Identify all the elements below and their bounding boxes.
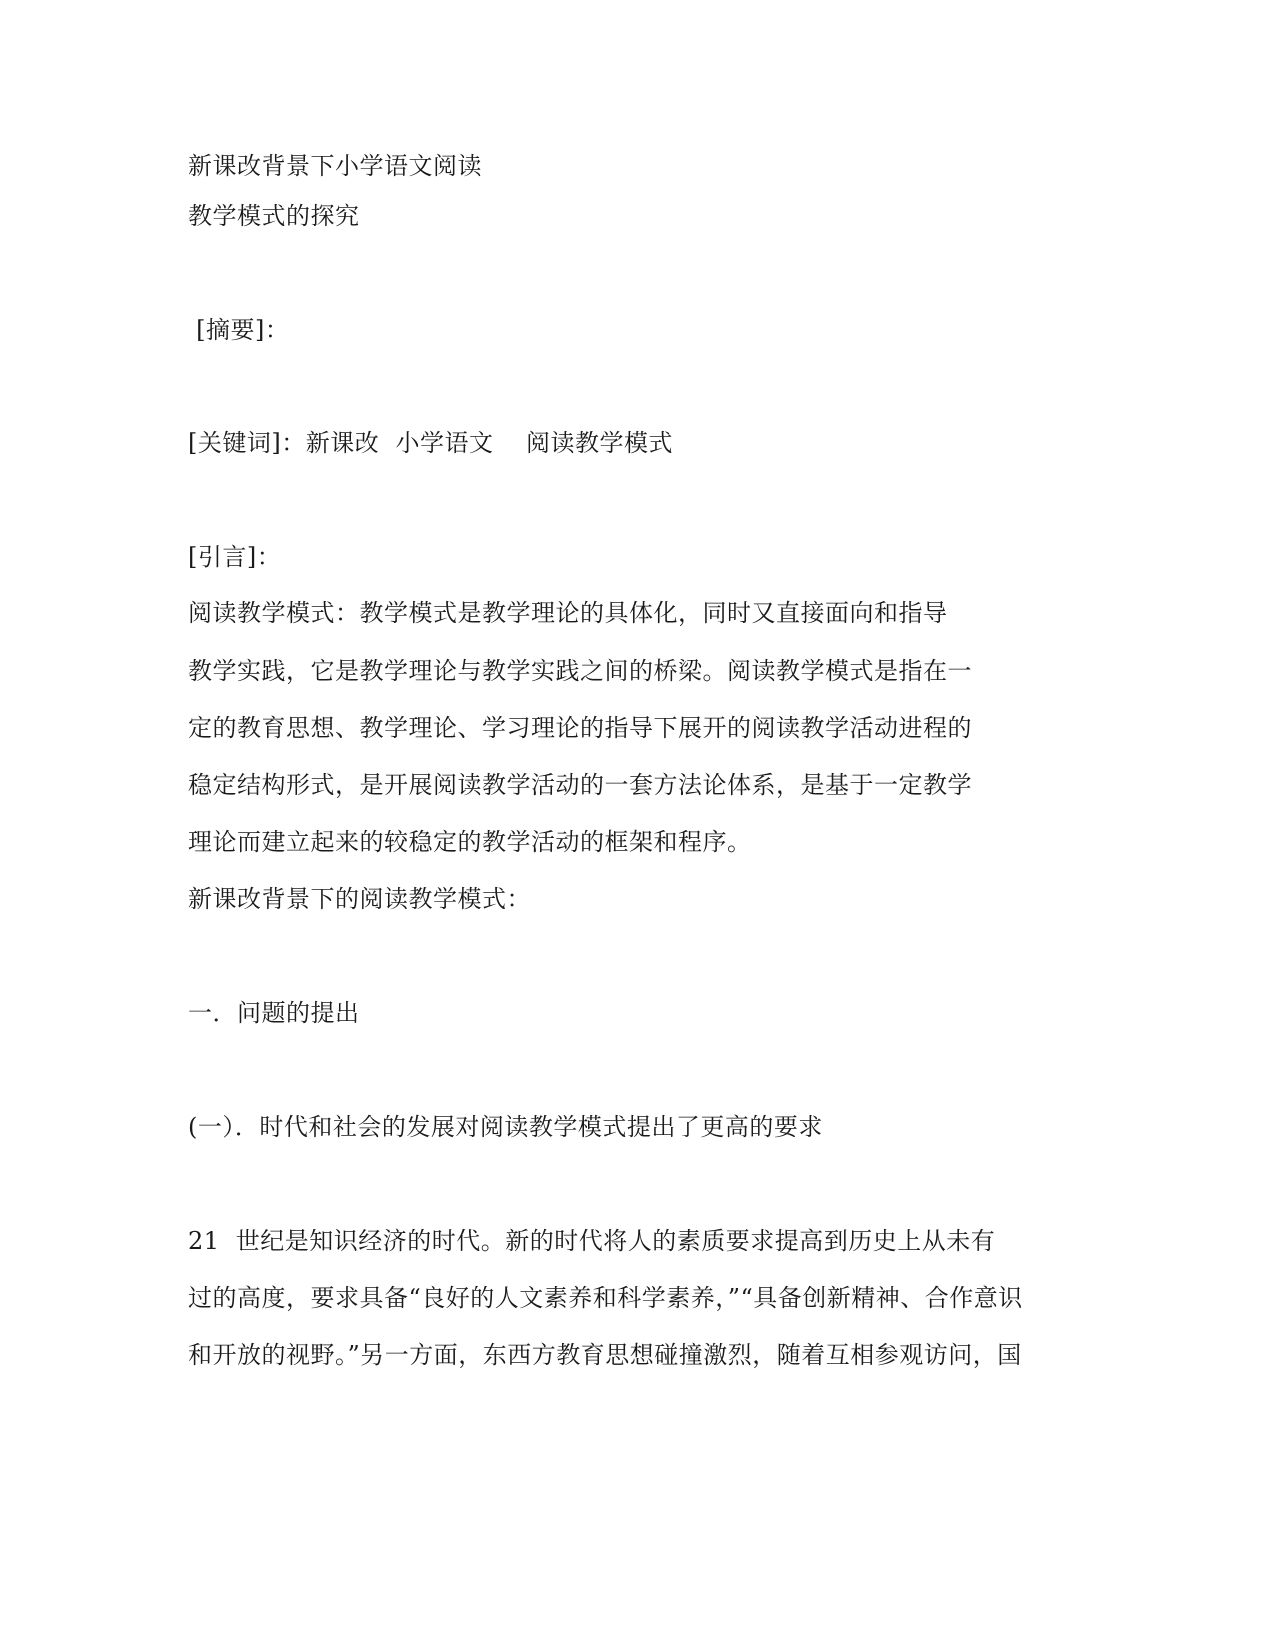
intro-para-line: 稳定结构形式，是开展阅读教学活动的一套方法论体系，是基于一定教学: [188, 771, 972, 799]
abstract-label: [摘要]：: [188, 316, 290, 344]
body-para-line: 过的高度，要求具备“良好的人文素养和科学素养，”“具备创新精神、合作意识: [188, 1284, 1023, 1312]
intro-para-line: 理论而建立起来的较稳定的教学活动的框架和程序。: [188, 828, 752, 856]
subsection-heading: (一）．时代和社会的发展对阅读教学模式提出了更高的要求: [188, 1113, 823, 1141]
intro-para-line: 教学实践，它是教学理论与教学实践之间的桥梁。阅读教学模式是指在一: [188, 657, 972, 685]
intro-para-line: 阅读教学模式：教学模式是教学理论的具体化，同时又直接面向和指导: [188, 599, 948, 627]
body-para-line: 21 世纪是知识经济的时代。新的时代将人的素质要求提高到历史上从未有: [188, 1227, 996, 1255]
intro-label: [引言]：: [188, 543, 282, 571]
section-heading: 一．问题的提出: [188, 999, 360, 1027]
intro-para-line: 定的教育思想、教学理论、学习理论的指导下展开的阅读教学活动进程的: [188, 714, 972, 742]
keywords-line: [关键词]：新课改 小学语文 阅读教学模式: [188, 429, 673, 457]
intro-subheading: 新课改背景下的阅读教学模式：: [188, 885, 531, 913]
body-para-line: 和开放的视野。”另一方面，东西方教育思想碰撞激烈，随着互相参观访问，国: [188, 1341, 1022, 1369]
title-line-1: 新课改背景下小学语文阅读: [188, 152, 482, 180]
title-line-2: 教学模式的探究: [188, 202, 360, 230]
